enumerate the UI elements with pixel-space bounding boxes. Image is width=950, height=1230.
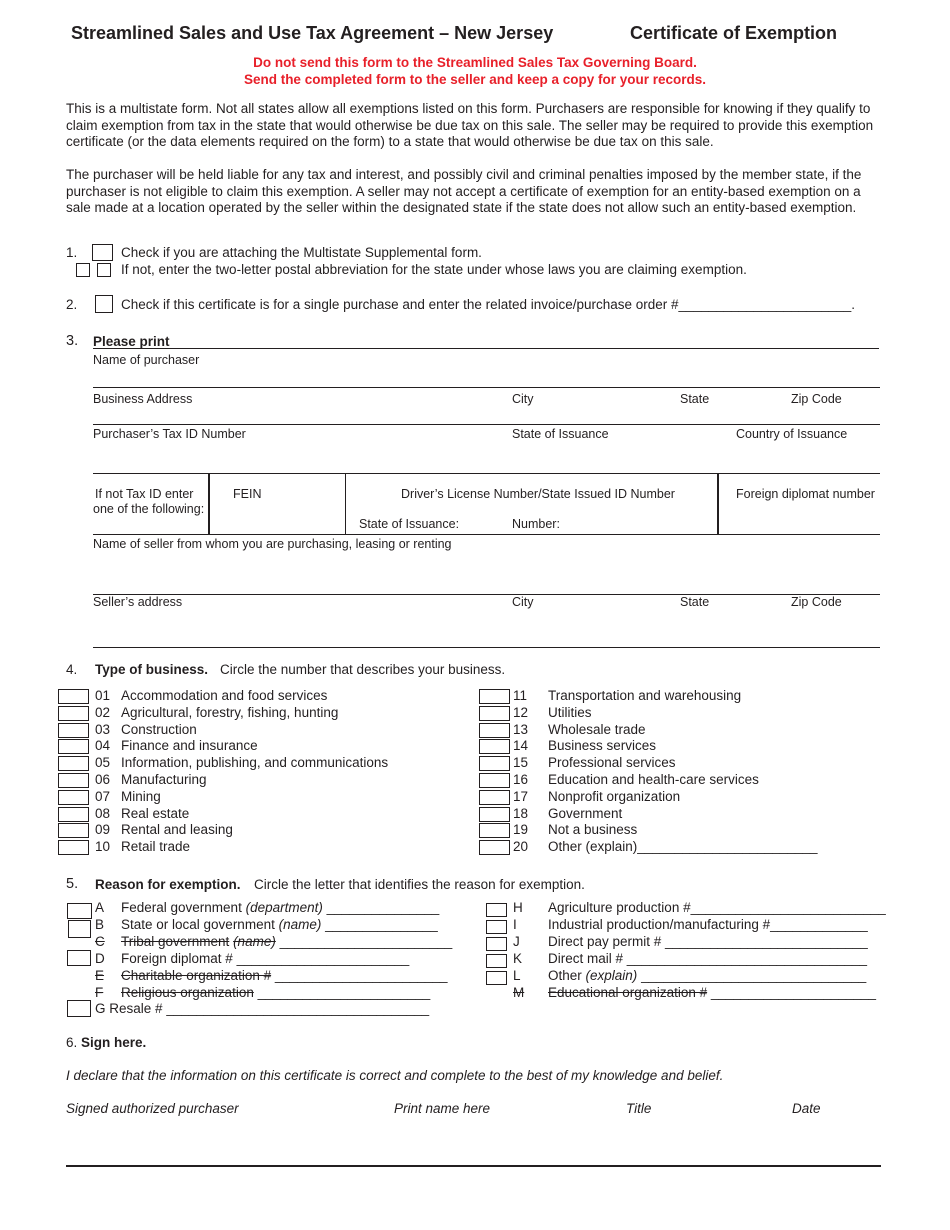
single-purchase-checkbox[interactable] — [95, 295, 113, 313]
business-type-label: Government — [548, 805, 623, 821]
id-table-divider-2 — [345, 474, 346, 534]
business-type-checkbox-12[interactable] — [479, 706, 510, 721]
reason-l-checkbox[interactable] — [486, 971, 507, 985]
state-abbrev-box-2[interactable] — [97, 263, 111, 277]
section-6-number: 6. — [66, 1035, 78, 1050]
intro-paragraph-1: This is a multistate form. Not all states allow all exemptions listed on this form. Purchasers are responsible for knowing if they qualify to claim exemption from tax in the state that would otherwise be due tax on this sale. The seller may be required to provide this exemption certificate (or the data elements required on the form) to a state that would otherwise be due tax on this sale. — [66, 101, 874, 149]
business-type-code: 05 — [95, 755, 111, 771]
business-type-code: 16 — [513, 772, 529, 787]
reason-b-italic: (name) — [278, 917, 322, 932]
reason-l-row — [548, 968, 866, 983]
business-type-label: Real estate — [121, 805, 190, 821]
single-purchase-label: Check if this certificate is for a single purchase and enter the related invoice/purchase order #_______________________. — [121, 297, 855, 312]
seller-address-label: Seller’s address — [93, 595, 183, 609]
business-type-checkbox-02[interactable] — [58, 706, 89, 721]
name-of-purchaser-label: Name of purchaser — [93, 353, 200, 367]
reason-h-checkbox[interactable] — [486, 903, 507, 917]
seller-address-field[interactable] — [93, 647, 880, 648]
reason-k-text[interactable]: Direct mail # ________________________________ — [548, 951, 868, 966]
reason-d-line[interactable]: _______________________ — [236, 951, 410, 966]
please-print-heading: Please print — [93, 334, 170, 349]
state-abbrev-box-1[interactable] — [76, 263, 90, 277]
reason-instruction: Circle the letter that identifies the reason for exemption. — [254, 877, 585, 892]
business-type-label: Other (explain)________________________ — [548, 839, 818, 855]
please-print-rule — [93, 348, 879, 349]
reason-g-row — [95, 1001, 429, 1016]
reason-d-letter: D — [95, 951, 105, 966]
reason-h-letter: H — [513, 900, 523, 915]
business-type-code: 11 — [513, 688, 528, 703]
reason-f-letter: F — [95, 985, 104, 1000]
reason-g-line[interactable]: ___________________________________ — [166, 1001, 430, 1016]
reason-b-letter: B — [95, 917, 105, 932]
business-type-checkbox-01[interactable] — [58, 689, 89, 704]
reason-c-italic: (name) — [233, 934, 276, 949]
sign-here-heading: Sign here. — [81, 1035, 147, 1050]
business-type-label: Rental and leasing — [121, 822, 233, 838]
business-type-code: 07 — [95, 788, 111, 804]
reason-c-line: _______________________ — [279, 934, 453, 949]
reason-m-text: Educational organization # — [548, 985, 708, 1000]
seller-name-field[interactable] — [93, 594, 880, 595]
business-type-checkbox-07[interactable] — [58, 790, 89, 805]
foreign-diplomat-label[interactable]: Foreign diplomat number — [736, 487, 875, 501]
business-type-code: 20 — [513, 839, 529, 855]
reason-l-text: Other — [548, 968, 582, 983]
reason-heading: Reason for exemption. — [95, 877, 241, 892]
business-type-code: 15 — [513, 755, 529, 771]
business-type-code: 17 — [513, 788, 529, 804]
business-type-checkbox-09[interactable] — [58, 823, 89, 838]
reason-c-letter: C — [95, 934, 105, 949]
business-type-code: 01 — [95, 688, 111, 703]
date-label: Date — [792, 1101, 821, 1116]
reason-c-text: Tribal government — [121, 934, 230, 949]
reason-d-text: Foreign diplomat # — [121, 951, 233, 966]
reason-i-letter: I — [513, 917, 517, 932]
reason-e-row — [121, 968, 448, 983]
dl-number-label: Number: — [512, 517, 560, 531]
seller-state-label: State — [680, 595, 710, 609]
reason-i-text[interactable]: Industrial production/manufacturing #_____________ — [548, 917, 868, 932]
state-abbrev-label: If not, enter the two-letter postal abbreviation for the state under whose laws you are claiming exemption. — [121, 262, 747, 277]
reason-m-row — [548, 985, 876, 1000]
business-type-code: 12 — [513, 704, 529, 720]
business-type-checkbox-06[interactable] — [58, 773, 89, 788]
business-type-code: 13 — [513, 721, 529, 737]
warning-line-2: Send the completed form to the seller and keep a copy for your records. — [243, 72, 707, 87]
business-type-checkbox-15[interactable] — [479, 756, 510, 771]
reason-e-line: _______________________ — [274, 968, 448, 983]
supplemental-form-label: Check if you are attaching the Multistate Supplemental form. — [121, 245, 482, 260]
seller-city-label: City — [512, 595, 534, 609]
reason-d-row — [121, 951, 409, 966]
reason-g-checkbox[interactable] — [67, 1000, 91, 1017]
business-type-code: 19 — [513, 822, 529, 838]
business-type-code: 08 — [95, 805, 111, 821]
print-name-label: Print name here — [394, 1101, 491, 1116]
warning-line-1: Do not send this form to the Streamlined Sales Tax Governing Board. — [253, 55, 697, 70]
business-type-code: 04 — [95, 738, 111, 754]
id-table-divider-3 — [717, 474, 719, 534]
seller-name-label: Name of seller from whom you are purchasing, leasing or renting — [93, 537, 452, 551]
reason-a-checkbox[interactable] — [67, 903, 92, 919]
business-type-checkbox-05[interactable] — [58, 756, 89, 771]
business-address-field[interactable] — [93, 424, 880, 425]
business-type-label: Finance and insurance — [121, 738, 258, 754]
business-type-label: Construction — [121, 721, 197, 737]
reason-j-letter: J — [513, 934, 520, 949]
business-type-code: 10 — [95, 839, 111, 855]
business-type-checkbox-17[interactable] — [479, 790, 510, 805]
id-table-divider-1 — [208, 474, 210, 534]
business-zip-label: Zip Code — [791, 392, 842, 406]
business-address-label: Business Address — [93, 392, 193, 406]
business-type-label: Information, publishing, and communications — [121, 755, 389, 771]
reason-e-text: Charitable organization # — [121, 968, 272, 983]
reason-k-checkbox[interactable] — [486, 954, 507, 968]
section-4-number: 4. — [66, 662, 78, 677]
business-type-checkbox-20[interactable] — [479, 840, 510, 855]
business-type-code: 03 — [95, 721, 111, 737]
business-type-checkbox-19[interactable] — [479, 823, 510, 838]
business-type-label: Business services — [548, 738, 657, 754]
business-type-label: Transportation and warehousing — [548, 688, 742, 703]
reason-b-checkbox[interactable] — [68, 920, 91, 938]
section-1-number: 1. — [66, 245, 78, 260]
tax-id-country-label: Country of Issuance — [736, 427, 848, 441]
reason-j-text[interactable]: Direct pay permit # ___________________________ — [548, 934, 868, 949]
business-type-label: Education and health-care services — [548, 772, 759, 787]
business-type-checkbox-10[interactable] — [58, 840, 89, 855]
reason-k-letter: K — [513, 951, 523, 966]
business-type-label: Mining — [121, 788, 161, 804]
title-label: Title — [626, 1101, 652, 1116]
business-type-checkbox-18[interactable] — [479, 807, 510, 822]
reason-g-text: G Resale # — [95, 1001, 163, 1016]
business-type-label: Retail trade — [121, 839, 191, 855]
reason-f-line: _______________________ — [257, 985, 431, 1000]
business-type-checkbox-13[interactable] — [479, 723, 510, 738]
if-not-tax-id-label-1: If not Tax ID enter — [95, 487, 194, 501]
business-type-label: Professional services — [548, 755, 676, 771]
business-type-label: Agricultural, forestry, fishing, hunting — [121, 704, 339, 720]
reason-b-line[interactable]: _______________ — [325, 917, 438, 932]
if-not-tax-id-label-2: one of the following: — [93, 502, 205, 516]
supplemental-form-checkbox[interactable] — [92, 244, 113, 261]
business-type-label: Manufacturing — [121, 772, 207, 787]
form-name: Certificate of Exemption — [630, 23, 838, 43]
tax-id-label: Purchaser’s Tax ID Number — [93, 427, 246, 441]
reason-f-row — [121, 985, 430, 1000]
dl-state-of-issuance-label: State of Issuance: — [359, 517, 460, 531]
reason-a-letter: A — [95, 900, 105, 915]
id-table-bottom-rule — [93, 534, 880, 535]
business-type-code: 18 — [513, 805, 529, 821]
business-type-label: Nonprofit organization — [548, 788, 681, 804]
business-type-checkbox-04[interactable] — [58, 739, 89, 754]
business-type-checkbox-14[interactable] — [479, 739, 510, 754]
reason-a-line[interactable]: _______________ — [326, 900, 440, 915]
reason-m-letter: M — [513, 985, 525, 1000]
section-3-number: 3. — [66, 333, 79, 349]
form-title: Streamlined Sales and Use Tax Agreement – New Jersey — [71, 23, 554, 43]
reason-a-italic: (department) — [245, 900, 323, 915]
reason-l-italic: (explain) — [585, 968, 638, 983]
reason-e-letter: E — [95, 968, 105, 983]
reason-j-checkbox[interactable] — [486, 937, 507, 951]
reason-a-row — [121, 900, 439, 915]
intro-paragraph-2: The purchaser will be held liable for any tax and interest, and possibly civil and criminal penalties imposed by the member state, if the purchaser is not eligible to claim this exemption. A seller may not accept a certificate of exemption for an entity-based exemption on a sale made at a location operated by the seller within the designated state if the state does not allow such an entity-based exemption. — [66, 167, 862, 215]
reason-m-line: ______________________ — [710, 985, 877, 1000]
seller-zip-label: Zip Code — [791, 595, 842, 609]
signed-label: Signed authorized purchaser — [66, 1101, 239, 1116]
declaration-text: I declare that the information on this certificate is correct and complete to the best of my knowledge and belief. — [66, 1068, 724, 1083]
reason-l-line[interactable]: ______________________________ — [641, 968, 867, 983]
business-type-checkbox-16[interactable] — [479, 773, 510, 788]
business-type-checkbox-08[interactable] — [58, 807, 89, 822]
business-type-label: Accommodation and food services — [121, 688, 328, 703]
section-5-number: 5. — [66, 876, 79, 892]
business-type-checkbox-03[interactable] — [58, 723, 89, 738]
business-type-label: Utilities — [548, 704, 592, 720]
reason-i-checkbox[interactable] — [486, 920, 507, 934]
drivers-license-label[interactable]: Driver’s License Number/State Issued ID Number — [401, 487, 675, 501]
tax-id-state-label: State of Issuance — [512, 427, 609, 441]
type-of-business-instruction: Circle the number that describes your business. — [220, 662, 506, 677]
business-city-label: City — [512, 392, 534, 406]
section-6-row — [66, 1035, 146, 1050]
reason-f-text: Religious organization — [121, 985, 254, 1000]
business-type-code: 02 — [95, 704, 111, 720]
section-2-number: 2. — [66, 297, 78, 312]
reason-d-checkbox[interactable] — [67, 950, 91, 966]
fein-label[interactable]: FEIN — [233, 487, 262, 501]
reason-c-row — [121, 934, 452, 949]
reason-b-text: State or local government — [121, 917, 275, 932]
business-state-label: State — [680, 392, 710, 406]
type-of-business-heading: Type of business. — [95, 662, 209, 677]
purchaser-name-field[interactable] — [93, 387, 880, 388]
business-type-code: 09 — [95, 822, 111, 838]
business-type-label: Wholesale trade — [548, 721, 646, 737]
reason-l-letter: L — [513, 968, 521, 983]
business-type-checkbox-11[interactable] — [479, 689, 510, 704]
reason-a-text: Federal government — [121, 900, 242, 915]
business-type-code: 14 — [513, 738, 529, 754]
business-type-code: 06 — [95, 772, 111, 787]
reason-b-row — [121, 917, 438, 932]
tax-id-field[interactable] — [93, 473, 880, 474]
reason-h-text[interactable]: Agriculture production #__________________________ — [548, 900, 886, 915]
business-type-label: Not a business — [548, 822, 638, 838]
signature-line[interactable] — [66, 1165, 881, 1167]
